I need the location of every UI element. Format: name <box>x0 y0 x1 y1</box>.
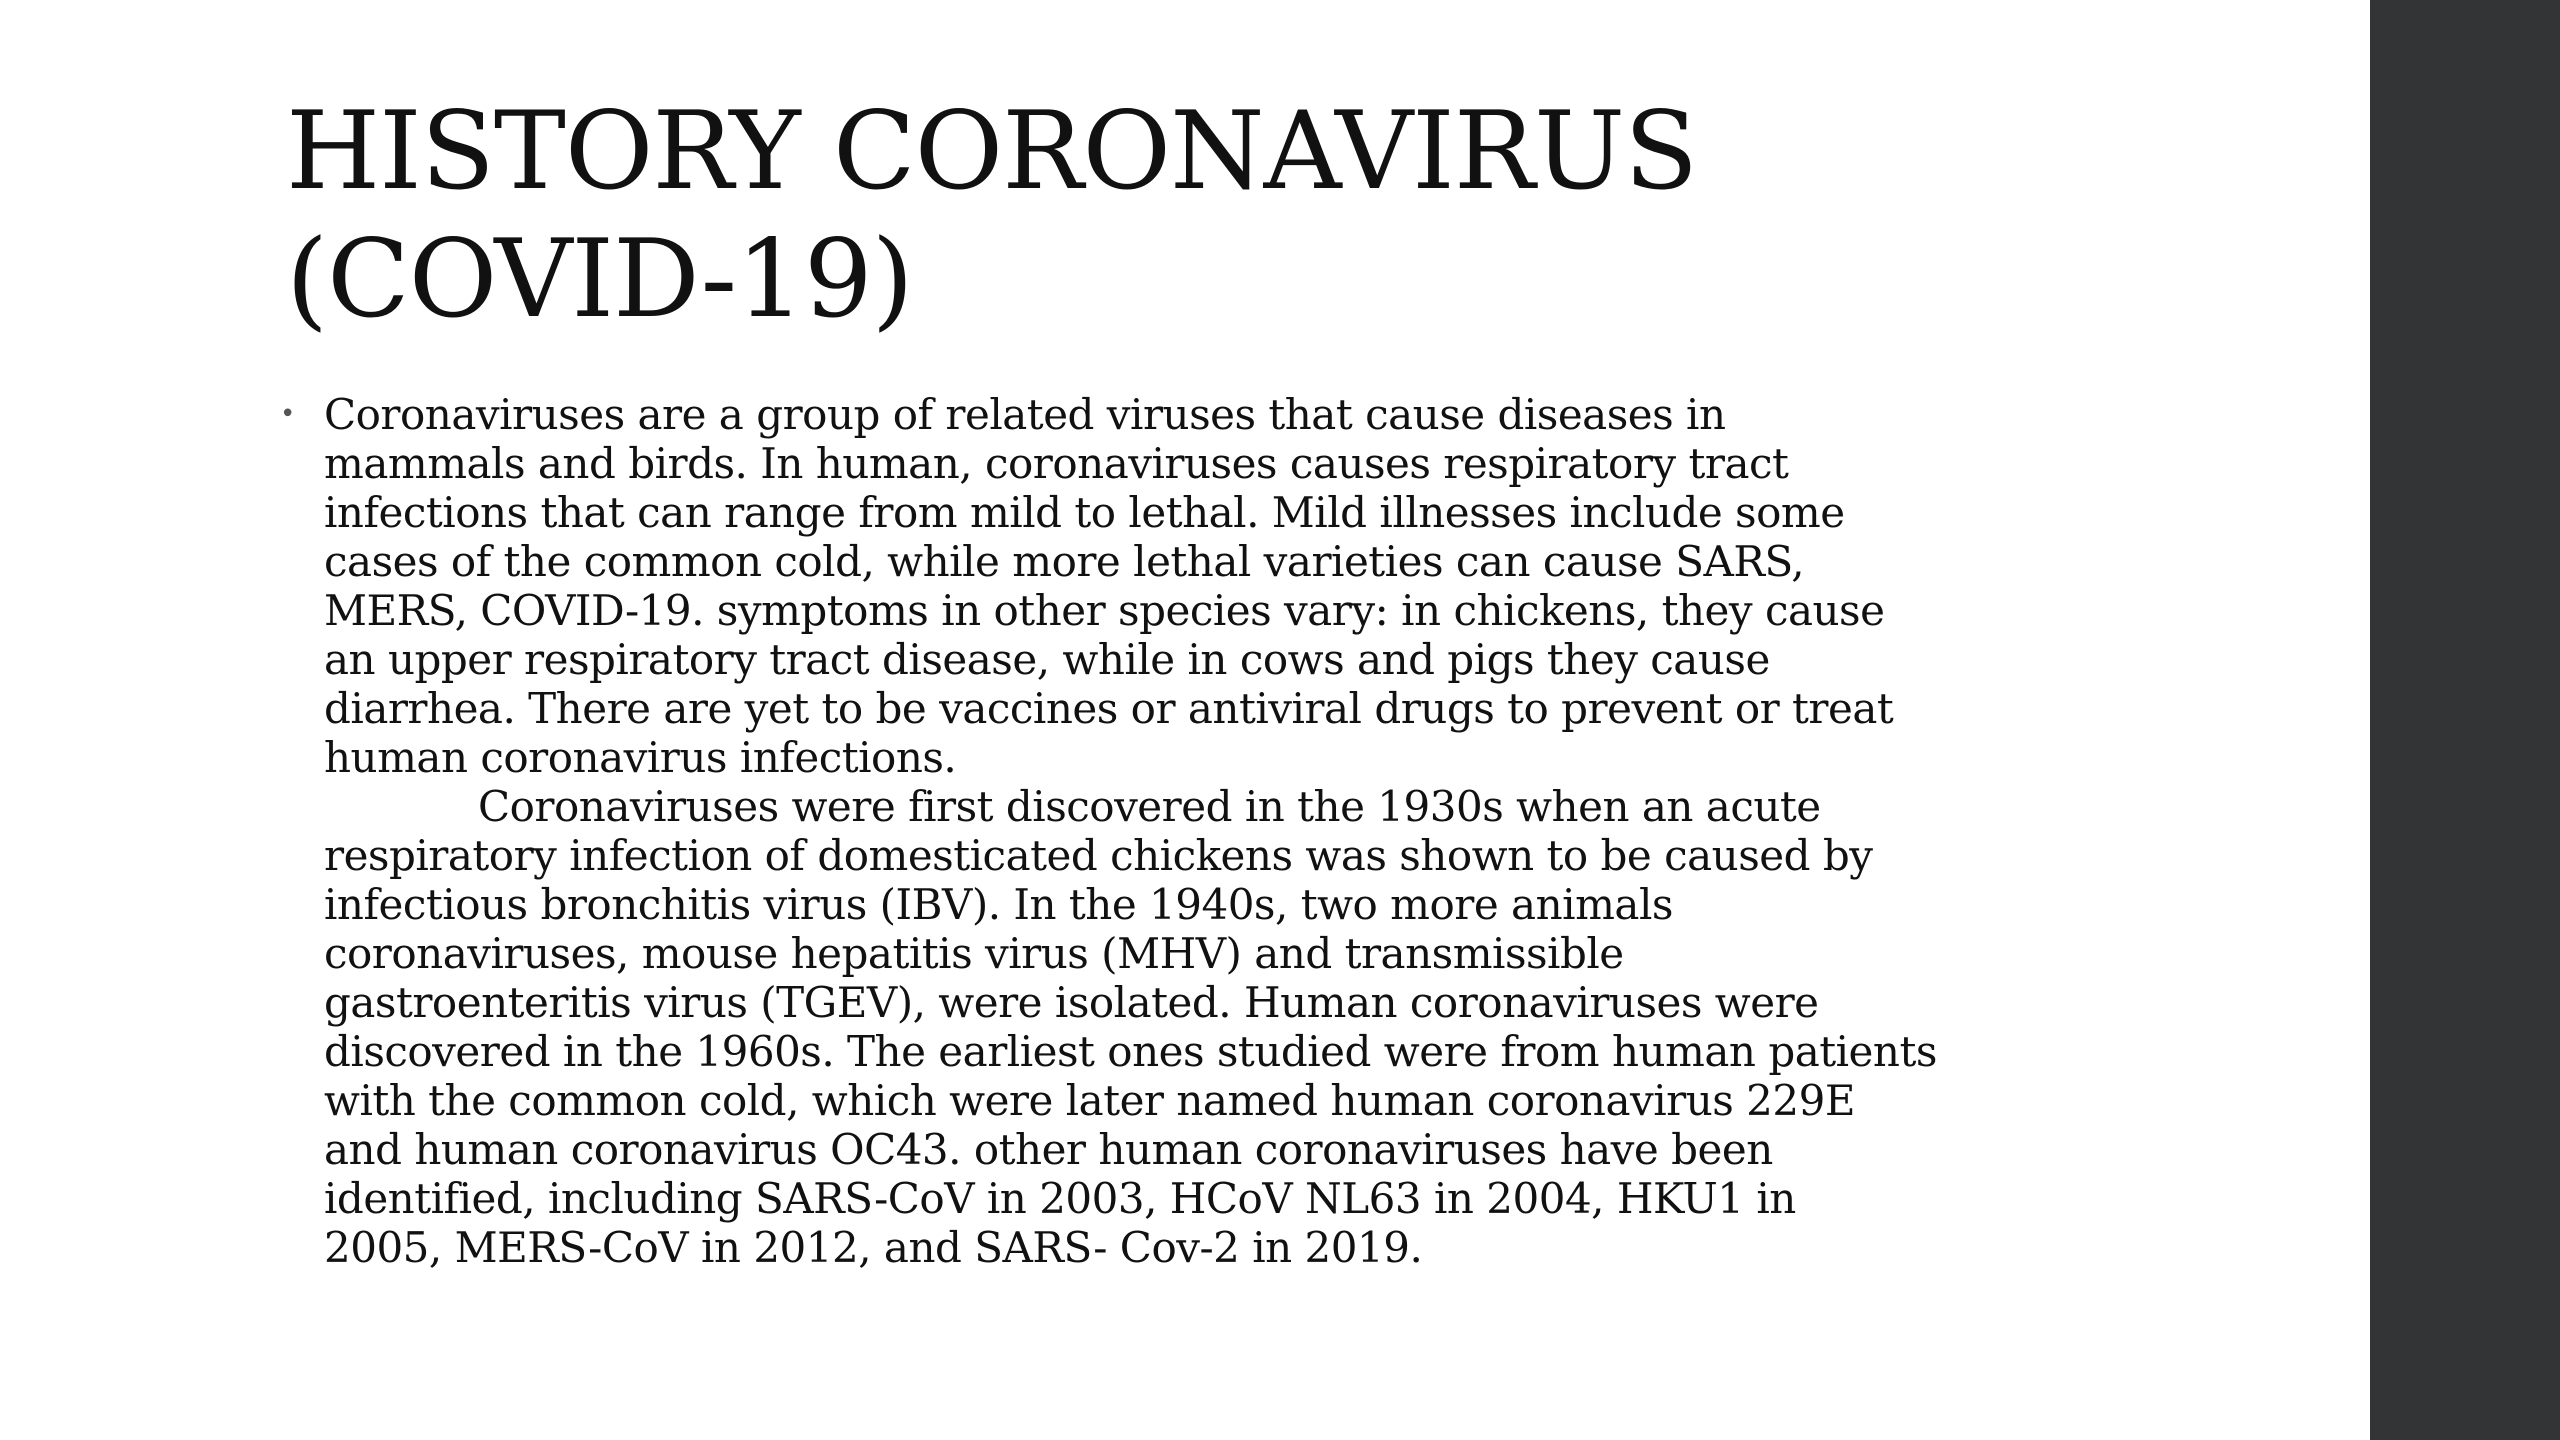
body-line: mammals and birds. In human, coronaviruses causes respiratory tract <box>324 439 1789 488</box>
body-line: cases of the common cold, while more lethal varieties can cause SARS, <box>324 537 1805 586</box>
bullet-item <box>272 390 2172 1272</box>
body-line: with the common cold, which were later named human coronavirus 229E <box>324 1076 1855 1125</box>
title-line-2: (COVID-19) <box>286 217 913 342</box>
slide-title <box>286 88 2186 344</box>
body-line: coronaviruses, mouse hepatitis virus (MHV) and transmissible <box>324 929 1624 978</box>
body-line: infections that can range from mild to lethal. Mild illnesses include some <box>324 488 1845 537</box>
body-line: and human coronavirus OC43. other human coronaviruses have been <box>324 1125 1773 1174</box>
body-line: an upper respiratory tract disease, while in cows and pigs they cause <box>324 635 1770 684</box>
body-line: gastroenteritis virus (TGEV), were isolated. Human coronaviruses were <box>324 978 1819 1027</box>
side-panel <box>2370 0 2560 1440</box>
body-line: Coronaviruses are a group of related viruses that cause diseases in <box>324 390 1726 439</box>
body-line: diarrhea. There are yet to be vaccines or antiviral drugs to prevent or treat <box>324 684 1894 733</box>
slide-body <box>272 390 2172 1272</box>
bullet-icon: • <box>280 399 296 429</box>
body-line: respiratory infection of domesticated chickens was shown to be caused by <box>324 831 1873 880</box>
body-line: human coronavirus infections. <box>324 733 957 782</box>
body-line: infectious bronchitis virus (IBV). In the 1940s, two more animals <box>324 880 1673 929</box>
title-line-1: HISTORY CORONAVIRUS <box>286 89 1698 214</box>
body-line: 2005, MERS-CoV in 2012, and SARS- Cov-2 in 2019. <box>324 1223 1423 1272</box>
body-line: Coronaviruses were first discovered in the 1930s when an acute <box>478 782 1821 831</box>
body-line: discovered in the 1960s. The earliest ones studied were from human patients <box>324 1027 1937 1076</box>
body-line: identified, including SARS-CoV in 2003, HCoV NL63 in 2004, HKU1 in <box>324 1174 1796 1223</box>
body-line: MERS, COVID-19. symptoms in other species vary: in chickens, they cause <box>324 586 1885 635</box>
